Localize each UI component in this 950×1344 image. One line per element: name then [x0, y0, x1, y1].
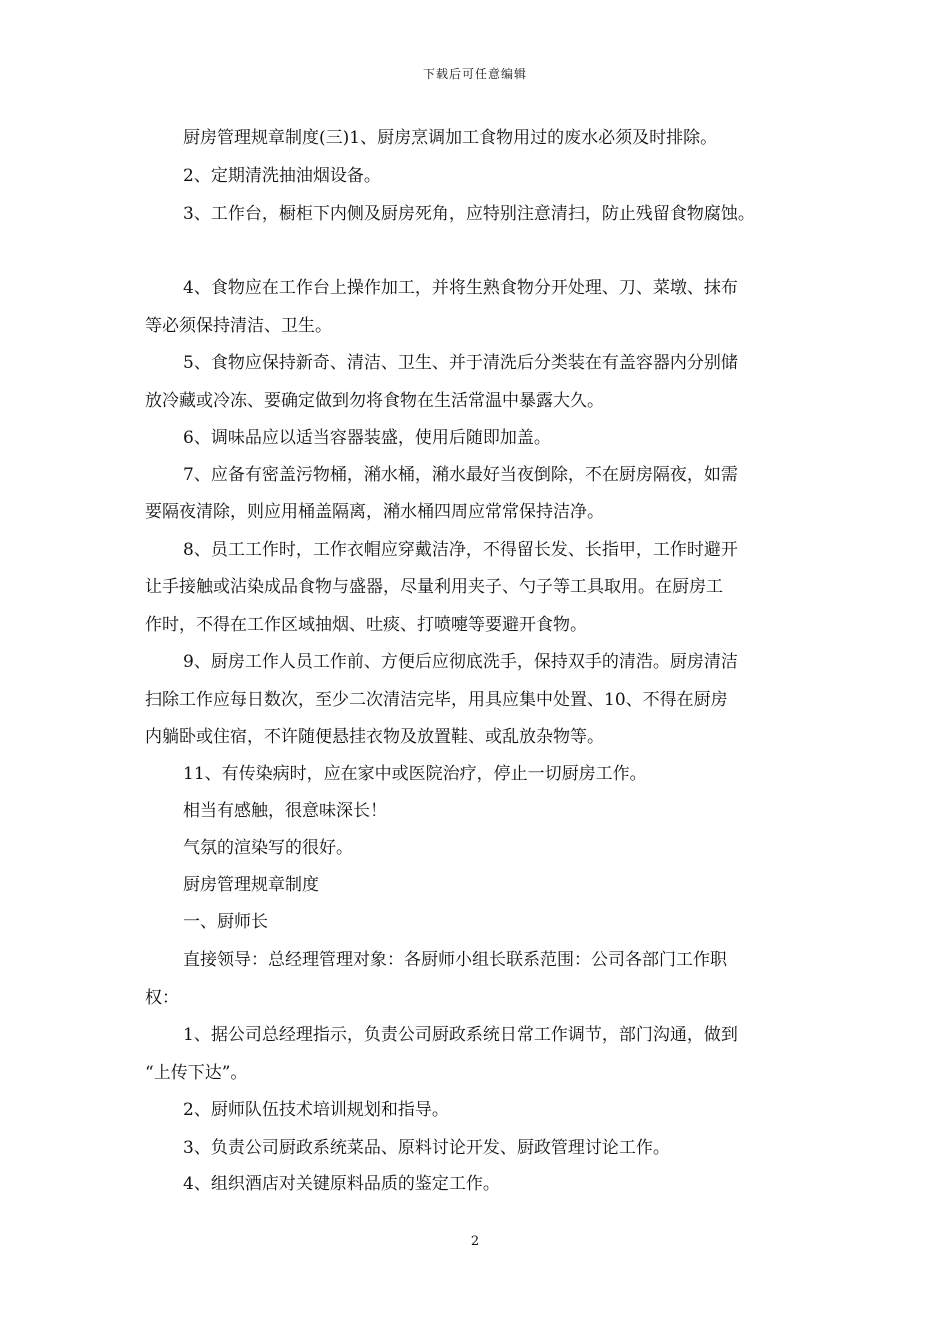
paragraph-line: 6、调味品应以适当容器装盛，使用后随即加盖。	[183, 428, 551, 448]
paragraph-line: 4、食物应在工作台上操作加工，并将生熟食物分开处理、刀、菜墩、抹布	[183, 278, 738, 298]
paragraph-line: 让手接触或沾染成品食物与盛器，尽量利用夹子、勺子等工具取用。在厨房工	[145, 577, 723, 597]
paragraph-line: 1、据公司总经理指示，负责公司厨政系统日常工作调节，部门沟通，做到	[183, 1025, 738, 1045]
paragraph-line: 3、负责公司厨政系统菜品、原料讨论开发、厨政管理讨论工作。	[183, 1138, 670, 1158]
paragraph-line: 气氛的渲染写的很好。	[183, 838, 353, 858]
section-title: 厨房管理规章制度	[183, 875, 319, 895]
paragraph-line: 扫除工作应每日数次，至少二次清洁完毕，用具应集中处置、10、不得在厨房	[145, 690, 728, 710]
paragraph-line: 放冷藏或冷冻、要确定做到勿将食物在生活常温中暴露大久。	[145, 391, 604, 411]
paragraph-line: 7、应备有密盖污物桶，潲水桶，潲水最好当夜倒除，不在厨房隔夜，如需	[183, 465, 738, 485]
paragraph-line: 直接领导：总经理管理对象：各厨师小组长联系范围：公司各部门工作职	[183, 950, 727, 970]
paragraph-line: 厨房管理规章制度(三)1、厨房烹调加工食物用过的废水必须及时排除。	[183, 128, 718, 148]
paragraph-line: 5、食物应保持新奇、清洁、卫生、并于清洗后分类装在有盖容器内分别储	[183, 353, 738, 373]
page-header: 下载后可任意编辑	[422, 67, 527, 81]
page-number: 2	[470, 1234, 480, 1249]
paragraph-line: 相当有感触，很意味深长！	[183, 801, 387, 821]
paragraph-line: 作时，不得在工作区域抽烟、吐痰、打喷嚏等要避开食物。	[145, 615, 587, 635]
paragraph-line: 内躺卧或住宿，不许随便悬挂衣物及放置鞋、或乱放杂物等。	[145, 727, 604, 747]
paragraph-line: “上传下达”。	[145, 1063, 248, 1083]
paragraph-line: 权：	[145, 988, 179, 1008]
paragraph-line: 11、有传染病时，应在家中或医院治疗，停止一切厨房工作。	[183, 764, 647, 784]
paragraph-line: 8、员工工作时，工作衣帽应穿戴洁净，不得留长发、长指甲，工作时避开	[183, 540, 738, 560]
paragraph-line: 要隔夜清除，则应用桶盖隔离，潲水桶四周应常常保持洁净。	[145, 502, 604, 522]
section-heading: 一、厨师长	[183, 912, 268, 932]
paragraph-line: 4、组织酒店对关键原料品质的鉴定工作。	[183, 1174, 500, 1194]
paragraph-line: 等必须保持清洁、卫生。	[145, 316, 332, 336]
paragraph-line: 2、定期清洗抽油烟设备。	[183, 166, 381, 186]
paragraph-line: 3、工作台，橱柜下内侧及厨房死角，应特别注意清扫，防止残留食物腐蚀。	[183, 204, 755, 224]
paragraph-line: 9、厨房工作人员工作前、方便后应彻底洗手，保持双手的清浩。厨房清洁	[183, 652, 738, 672]
paragraph-line: 2、厨师队伍技术培训规划和指导。	[183, 1100, 449, 1120]
